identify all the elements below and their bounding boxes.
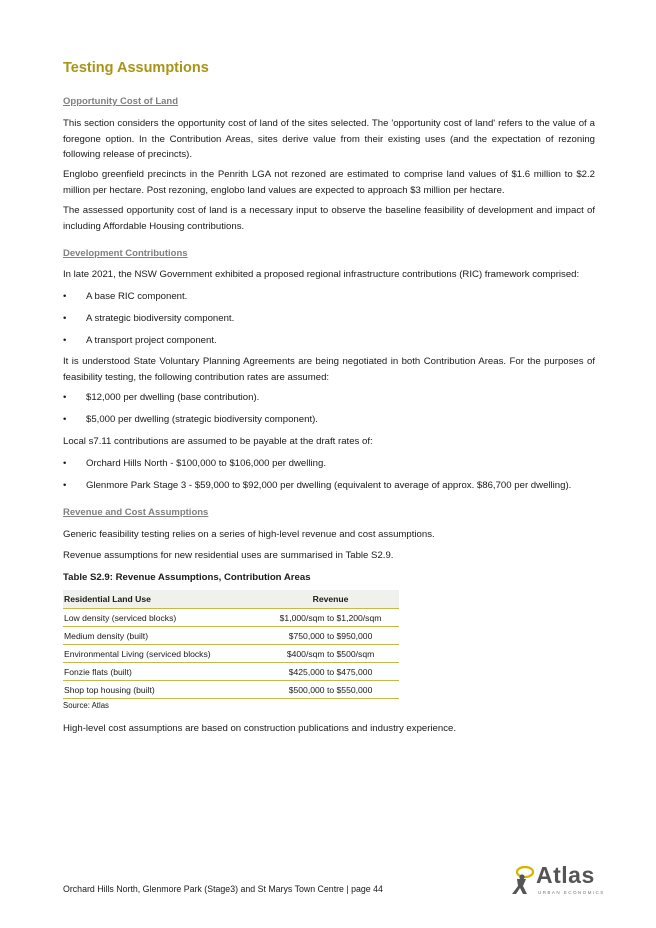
opportunity-cost-subheading: Opportunity Cost of Land	[63, 96, 179, 107]
revenue-paragraph-3: High-level cost assumptions are based on construction publications and industry experience.	[63, 723, 457, 734]
table-cell: $750,000 to $950,000	[261, 627, 399, 645]
column-header-revenue: Revenue	[261, 590, 399, 609]
bullet-icon: •	[63, 392, 67, 403]
table-cell: $400/sqm to $500/sqm	[261, 645, 399, 663]
section-heading: Testing Assumptions	[63, 60, 209, 76]
table-row	[63, 663, 399, 681]
bullet-icon: •	[63, 458, 67, 469]
table-cell: Environmental Living (serviced blocks)	[63, 645, 261, 663]
development-paragraph-2: It is understood State Voluntary Planning Agreements are being negotiated in both Contribution Areas. For the purposes of feasibility testing, the following contribution rates are assumed:	[63, 356, 595, 383]
development-contributions-subheading: Development Contributions	[63, 248, 188, 259]
bullet-icon: •	[63, 291, 67, 302]
table-row	[63, 627, 399, 645]
table-cell: Medium density (built)	[63, 627, 261, 645]
revenue-paragraph-2: Revenue assumptions for new residential uses are summarised in Table S2.9.	[63, 550, 394, 561]
table-cell: Fonzie flats (built)	[63, 663, 261, 681]
bullet-icon: •	[63, 480, 67, 491]
logo-wordmark: Atlas	[536, 862, 595, 888]
table-cell: Shop top housing (built)	[63, 681, 261, 699]
table-cell: $500,000 to $550,000	[261, 681, 399, 699]
table-caption: Table S2.9: Revenue Assumptions, Contribution Areas	[63, 572, 311, 583]
table-row	[63, 645, 399, 663]
table-row	[63, 681, 399, 699]
revenue-cost-subheading: Revenue and Cost Assumptions	[63, 507, 209, 518]
opportunity-paragraph-2: Englobo greenfield precincts in the Penrith LGA not rezoned are estimated to comprise land values of $1.6 million to $2.2 million per hectare. Post rezoning, englobo land values are expected to approach $3 million per hectare.	[63, 169, 595, 196]
development-paragraph-3: Local s7.11 contributions are assumed to be payable at the draft rates of:	[63, 436, 373, 447]
opportunity-paragraph-1: This section considers the opportunity cost of land of the sites selected. The 'opportunity cost of land' refers to the value of a foregone option. In the Contribution Areas, sites derive value from their existing uses (and the expectation of rezoning following release of precincts).	[63, 118, 595, 160]
atlas-figure-icon	[508, 864, 538, 896]
bullet-icon: •	[63, 335, 67, 346]
table-header-row	[63, 590, 399, 609]
bullet-icon: •	[63, 414, 67, 425]
bullet-icon: •	[63, 313, 67, 324]
column-header-land-use: Residential Land Use	[63, 590, 261, 609]
opportunity-paragraph-3: The assessed opportunity cost of land is a necessary input to observe the baseline feasibility of development and impact of including Affordable Housing contributions.	[63, 205, 595, 232]
page-footer: Orchard Hills North, Glenmore Park (Stage3) and St Marys Town Centre | page 44	[63, 884, 383, 894]
table-cell: Low density (serviced blocks)	[63, 609, 261, 627]
atlas-logo	[508, 862, 605, 898]
revenue-paragraph-1: Generic feasibility testing relies on a series of high-level revenue and cost assumptions.	[63, 529, 435, 540]
revenue-table	[63, 590, 399, 699]
table-source: Source: Atlas	[63, 701, 109, 710]
development-paragraph-1: In late 2021, the NSW Government exhibited a proposed regional infrastructure contributions (RIC) framework comprised:	[63, 269, 580, 280]
table-row	[63, 609, 399, 627]
table-cell: $425,000 to $475,000	[261, 663, 399, 681]
logo-tagline: URBAN ECONOMICS	[538, 890, 605, 895]
table-cell: $1,000/sqm to $1,200/sqm	[261, 609, 399, 627]
